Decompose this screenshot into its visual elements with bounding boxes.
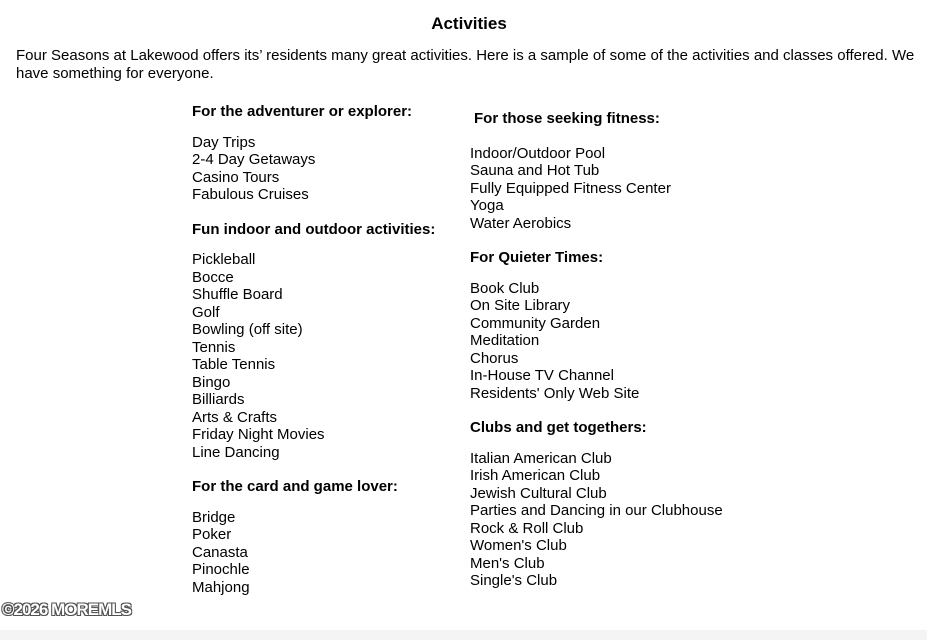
section-heading: Clubs and get togethers: [470,419,647,436]
list-item: Day Trips [192,133,256,151]
list-item: Chorus [470,349,519,367]
list-item: Sauna and Hot Tub [470,162,600,179]
list-item: Shuffle Board [192,286,283,303]
section-heading: For the adventurer or explorer: [192,103,413,120]
list-item: Yoga [470,197,504,214]
section-quieter-times [470,249,910,402]
list-item: Mahjong [192,578,250,596]
right-column [470,110,910,590]
list-item: Bridge [192,508,236,526]
list-item: Pinochle [192,561,250,578]
section-heading: For the card and game lover: [192,478,398,495]
activity-list [470,450,910,590]
section-adventurer [192,103,462,204]
list-item: Women's Club [470,537,567,554]
activity-list [192,251,462,461]
section-clubs [470,419,910,590]
activity-list [470,280,910,403]
list-item: Line Dancing [192,443,280,461]
bottom-strip [0,630,927,640]
list-item: Table Tennis [192,356,276,373]
list-item: In-House TV Channel [470,367,614,384]
list-item: Irish American Club [470,467,601,484]
list-item: 2-4 Day Getaways [192,151,316,168]
list-item: Golf [192,303,220,321]
intro-paragraph: Four Seasons at Lakewood offers its’ residents many great activities. Here is a sample of some of the activities and classes offered. We have something for everyone. [16,47,915,82]
list-item: Canasta [192,543,248,561]
list-item: Italian American Club [470,449,612,467]
list-item: Bocce [192,268,234,286]
page-title: Activities [431,14,507,33]
list-item: Water Aerobics [470,214,572,232]
list-item: Casino Tours [192,168,280,186]
list-item: Meditation [470,332,540,349]
section-card-game [192,478,462,596]
activity-list [192,134,462,204]
section-fitness [470,110,910,232]
list-item: Residents' Only Web Site [470,384,640,402]
list-item: Billiards [192,391,245,408]
section-heading: Fun indoor and outdoor activities: [192,220,436,238]
list-item: Single's Club [470,572,558,589]
list-item: On Site Library [470,297,571,314]
list-item: Book Club [470,279,540,297]
list-item: Arts & Crafts [192,408,278,426]
list-item: Friday Night Movies [192,426,325,443]
list-item: Fully Equipped Fitness Center [470,179,671,197]
activity-list [470,145,910,233]
list-item: Tennis [192,338,236,356]
list-item: Pickleball [192,251,256,268]
list-item: Rock & Roll Club [470,519,584,537]
section-indoor-outdoor [192,221,462,462]
section-heading: For Quieter Times: [470,249,604,266]
copyright-watermark: ©2026 MOREMLS [2,600,131,619]
section-heading: For those seeking fitness: [474,110,660,127]
activity-list [192,509,462,597]
list-item: Poker [192,526,232,543]
list-item: Jewish Cultural Club [470,484,607,502]
list-item: Bowling (off site) [192,321,303,338]
list-item: Bingo [192,373,231,391]
list-item: Men's Club [470,554,545,572]
list-item: Parties and Dancing in our Clubhouse [470,502,723,519]
left-column [192,103,462,596]
list-item: Fabulous Cruises [192,186,309,203]
list-item: Indoor/Outdoor Pool [470,144,606,162]
list-item: Community Garden [470,314,601,332]
